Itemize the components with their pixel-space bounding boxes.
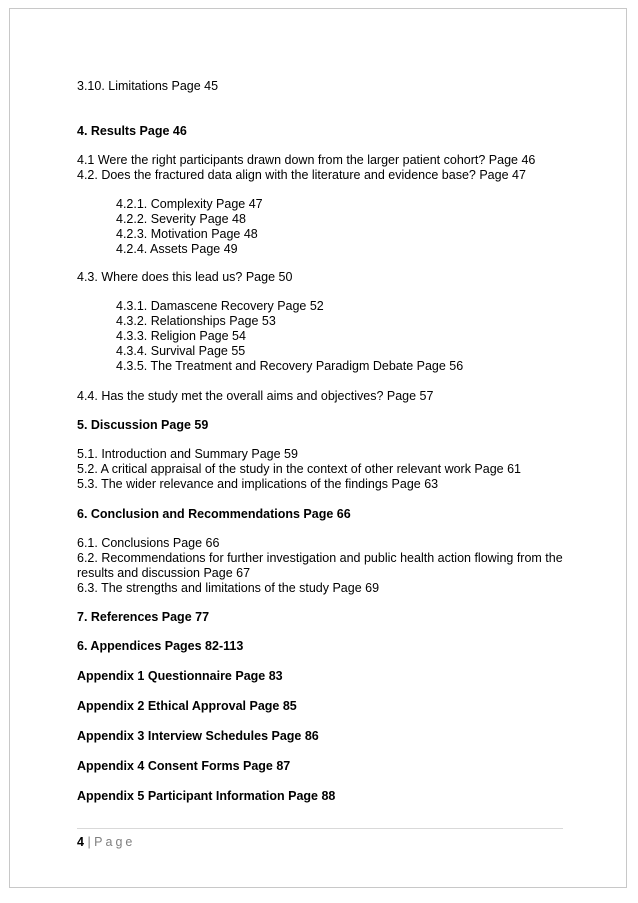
toc-appendix: Appendix 2 Ethical Approval Page 85 (77, 699, 297, 713)
toc-entry: 4.3. Where does this lead us? Page 50 (77, 270, 293, 284)
toc-section-heading: 6. Appendices Pages 82-113 (77, 639, 244, 653)
toc-subentry: 4.2.1. Complexity Page 47 (116, 197, 263, 211)
toc-appendix: Appendix 1 Questionnaire Page 83 (77, 669, 283, 683)
footer-divider (77, 828, 563, 829)
toc-entry: 3.10. Limitations Page 45 (77, 79, 219, 93)
toc-section-heading: 4. Results Page 46 (77, 124, 187, 138)
toc-subentry: 4.3.1. Damascene Recovery Page 52 (116, 299, 324, 313)
page-number: 4 (77, 835, 84, 849)
toc-entry: 6.1. Conclusions Page 66 (77, 536, 220, 550)
toc-subentry: 4.3.3. Religion Page 54 (116, 329, 246, 343)
toc-section-heading: 5. Discussion Page 59 (77, 418, 209, 432)
toc-entry: 5.1. Introduction and Summary Page 59 (77, 447, 298, 461)
toc-entry: 6.2. Recommendations for further investigation and public health action flowing from the results and discussion Page 67 (77, 551, 563, 580)
toc-appendix: Appendix 5 Participant Information Page 88 (77, 789, 336, 803)
toc-appendix: Appendix 3 Interview Schedules Page 86 (77, 729, 319, 743)
toc-subentry: 4.3.4. Survival Page 55 (116, 344, 246, 358)
toc-entry: 6.3. The strengths and limitations of the study Page 69 (77, 581, 380, 595)
toc-subentry: 4.3.2. Relationships Page 53 (116, 314, 276, 328)
toc-subentry: 4.2.4. Assets Page 49 (116, 242, 238, 256)
toc-section-heading: 7. References Page 77 (77, 610, 210, 624)
toc-subentry: 4.3.5. The Treatment and Recovery Paradigm Debate Page 56 (116, 359, 464, 373)
toc-entry: 4.1 Were the right participants drawn down from the larger patient cohort? Page 46 (77, 153, 536, 167)
toc-subentry: 4.2.3. Motivation Page 48 (116, 227, 258, 241)
page-label: Page (94, 835, 136, 849)
toc-entry: 5.2. A critical appraisal of the study in the context of other relevant work Page 61 (77, 462, 522, 476)
toc-section-heading: 6. Conclusion and Recommendations Page 66 (77, 507, 351, 521)
footer-separator: | (87, 835, 91, 849)
page-footer (77, 835, 135, 850)
toc-subentry: 4.2.2. Severity Page 48 (116, 212, 246, 226)
toc-entry: 4.2. Does the fractured data align with the literature and evidence base? Page 47 (77, 168, 526, 182)
toc-appendix: Appendix 4 Consent Forms Page 87 (77, 759, 291, 773)
toc-entry: 4.4. Has the study met the overall aims and objectives? Page 57 (77, 389, 434, 403)
toc-entry: 5.3. The wider relevance and implications of the findings Page 63 (77, 477, 439, 491)
